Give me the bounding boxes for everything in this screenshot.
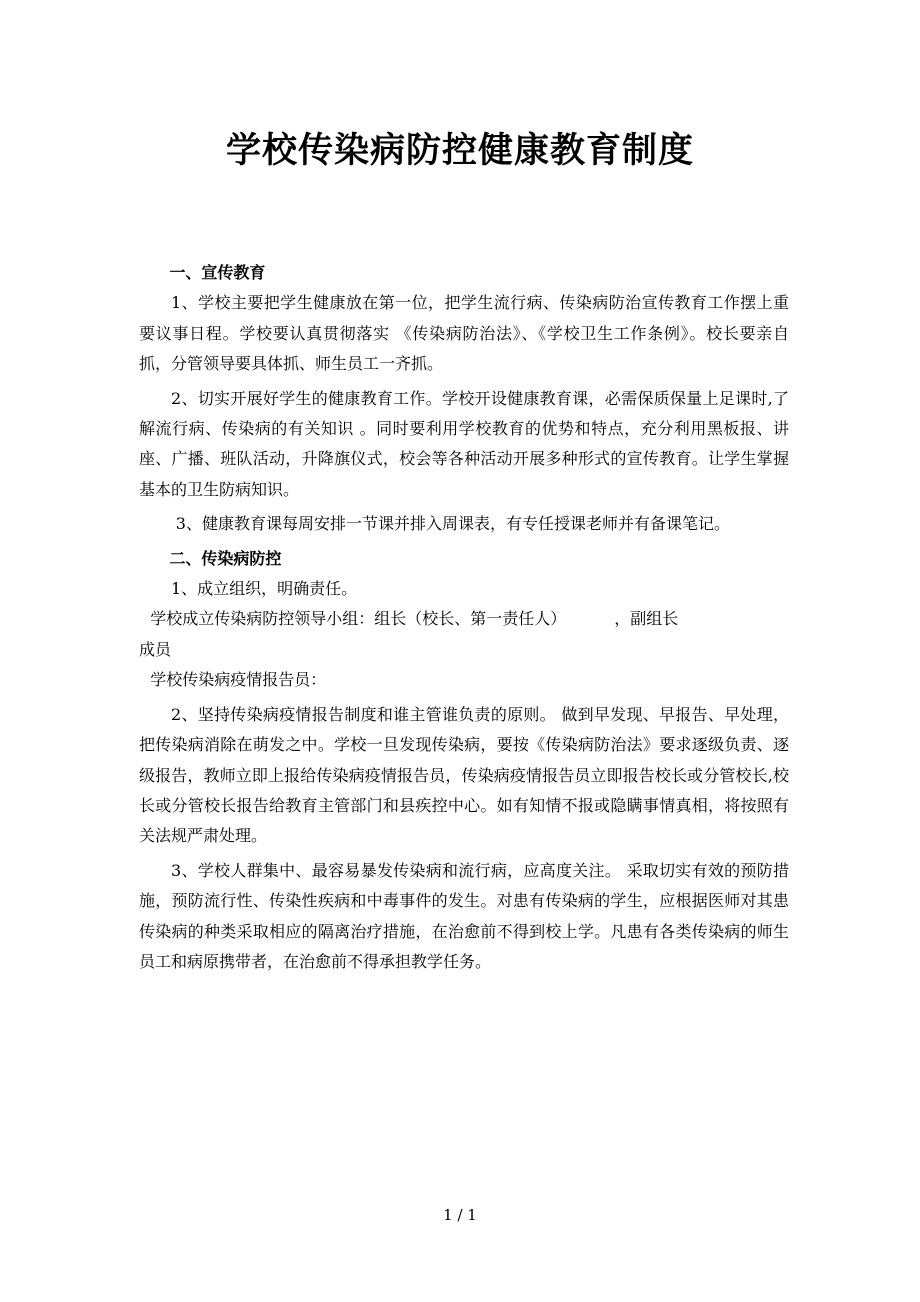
paragraph: 3、健康教育课每周安排一节课并排入周课表，有专任授课老师并有备课笔记。 [175,514,730,534]
leadership-group-text: 学校成立传染病防控领导小组：组长（校长、第一责任人） [150,609,567,629]
leadership-group-line [139,604,789,634]
reporter-line: 学校传染病疫情报告员： [150,670,327,690]
paragraph: 2、切实开展好学生的健康教育工作。学校开设健康教育课，必需保质保量上足课时,了解流行病、传染病的有关知识 。同时要利用学校教育的优势和特点，充分利用黑板报、讲座、广播、班队活动，升降旗仪式，校会等各种活动开展多种形式的宣传教育。让学生掌握基本的卫生防病知识。 [139,388,789,499]
paragraph: 1、学校主要把学生健康放在第一位，把学生流行病、传染病防治宣传教育工作摆上重要议事日程。学校要认真贯彻落实 《传染病防治法》、《学校卫生工作条例》。校长要亲自抓，分管领导要具体抓、师生员工一齐抓。 [139,293,789,374]
document-body [139,258,789,977]
paragraph: 1、成立组织，明确责任。 [171,579,358,599]
section-heading-prevention: 二、传染病防控 [169,548,282,568]
document-title: 学校传染病防控健康教育制度 [225,131,694,171]
page-number: 1 / 1 [443,1206,477,1224]
section-heading-publicity: 一、宣传教育 [169,263,266,282]
paragraph: 3、学校人群集中、最容易暴发传染病和流行病，应高度关注。 采取切实有效的预防措施，预防流行性、传染性疾病和中毒事件的发生。对患有传染病的学生，应根据医师对其患传染病的种类采取相应的隔离治疗措施，在治愈前不得到校上学。凡患有各类传染病的师生员工和病原携带者，在治愈前不得承担教学任务。 [139,860,789,971]
members-line: 成员 [139,639,172,659]
deputy-leader-text: ，副组长 [614,609,679,629]
paragraph: 2、坚持传染病疫情报告制度和谁主管谁负责的原则。 做到早发现、早报告、早处理，把传染病消除在萌发之中。学校一旦发现传染病，要按《传染病防治法》要求逐级负责、逐级报告，教师立即上报给传染病疫情报告员，传染病疫情报告员立即报告校长或分管校长,校长或分管校长报告给教育主管部门和县疾控中心。如有知情不报或隐瞒事情真相，将按照有关法规严肃处理。 [139,704,789,846]
